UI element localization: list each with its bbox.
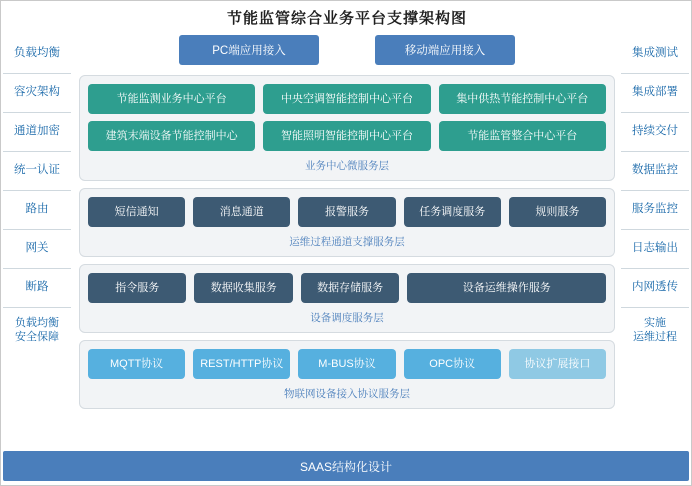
layer-business-center	[79, 75, 615, 181]
layer-iot-protocol-label: 物联网设备接入协议服务层	[284, 388, 410, 400]
box-data-collection-service: 数据收集服务	[194, 273, 292, 303]
box-central-ac-control-platform: 中央空调智能控制中心平台	[263, 84, 430, 114]
right-item-continuous-delivery: 持续交付	[621, 113, 689, 152]
layer-business-center-label: 业务中心微服务层	[305, 160, 389, 172]
left-footer-group	[3, 308, 71, 354]
right-capability-column	[621, 35, 689, 354]
layer-device-scheduling-row-1	[88, 273, 606, 303]
box-protocol-extension-interface: 协议扩展接口	[509, 349, 606, 379]
right-item-log-output: 日志输出	[621, 230, 689, 269]
access-mobile-client: 移动端应用接入	[375, 35, 515, 65]
left-capability-column	[3, 35, 71, 354]
left-item-gateway: 网关	[3, 230, 71, 269]
left-item-load-balance: 负载均衡	[3, 35, 71, 74]
left-item-channel-encryption: 通道加密	[3, 113, 71, 152]
box-energy-supervision-platform: 节能监管整合中心平台	[439, 121, 606, 151]
box-smart-lighting-control: 智能照明智能控制中心平台	[263, 121, 430, 151]
right-footer-line-2: 运维过程	[633, 331, 677, 343]
box-command-service: 指令服务	[88, 273, 186, 303]
layer-iot-protocol-row-1	[88, 349, 606, 379]
box-mqtt-protocol: MQTT协议	[88, 349, 185, 379]
right-item-integration-deploy: 集成部署	[621, 74, 689, 113]
box-alarm-service: 报警服务	[298, 197, 395, 227]
right-item-data-monitoring: 数据监控	[621, 152, 689, 191]
right-footer-group	[621, 308, 689, 354]
box-energy-monitoring-platform: 节能监测业务中心平台	[88, 84, 255, 114]
left-item-unified-auth: 统一认证	[3, 152, 71, 191]
layer-ops-channel	[79, 188, 615, 257]
box-sms-notification: 短信通知	[88, 197, 185, 227]
right-item-intranet-passthrough: 内网透传	[621, 269, 689, 308]
left-item-routing: 路由	[3, 191, 71, 230]
left-footer-line-2: 安全保障	[15, 331, 59, 343]
box-mbus-protocol: M-BUS协议	[298, 349, 395, 379]
box-district-heating-platform: 集中供热节能控制中心平台	[439, 84, 606, 114]
box-rest-http-protocol: REST/HTTP协议	[193, 349, 290, 379]
box-rule-service: 规则服务	[509, 197, 606, 227]
layer-device-scheduling	[79, 264, 615, 333]
box-device-ops-service: 设备运维操作服务	[407, 273, 606, 303]
left-item-circuit-breaker: 断路	[3, 269, 71, 308]
left-footer-line-1: 负载均衡	[15, 317, 59, 330]
center-stack	[79, 35, 615, 416]
right-item-service-monitoring: 服务监控	[621, 191, 689, 230]
right-footer-line-1: 实施	[644, 317, 666, 330]
box-data-storage-service: 数据存储服务	[301, 273, 399, 303]
layer-iot-protocol	[79, 340, 615, 409]
left-item-disaster-recovery: 容灾架构	[3, 74, 71, 113]
box-message-channel: 消息通道	[193, 197, 290, 227]
layer-ops-channel-row-1	[88, 197, 606, 227]
layer-ops-channel-label: 运维过程通道支撑服务层	[289, 236, 405, 248]
box-task-scheduling-service: 任务调度服务	[404, 197, 501, 227]
layer-device-scheduling-label: 设备调度服务层	[310, 312, 384, 324]
layer-business-center-row-1	[88, 84, 606, 114]
right-item-integration-test: 集成测试	[621, 35, 689, 74]
access-pc-client: PC端应用接入	[179, 35, 319, 65]
box-building-terminal-control: 建筑末端设备节能控制中心	[88, 121, 255, 151]
application-access-row	[79, 35, 615, 65]
saas-structure-bar: SAAS结构化设计	[3, 451, 689, 481]
box-opc-protocol: OPC协议	[404, 349, 501, 379]
layer-business-center-row-2	[88, 121, 606, 151]
page-title: 节能监管综合业务平台支撑架构图	[226, 10, 467, 27]
